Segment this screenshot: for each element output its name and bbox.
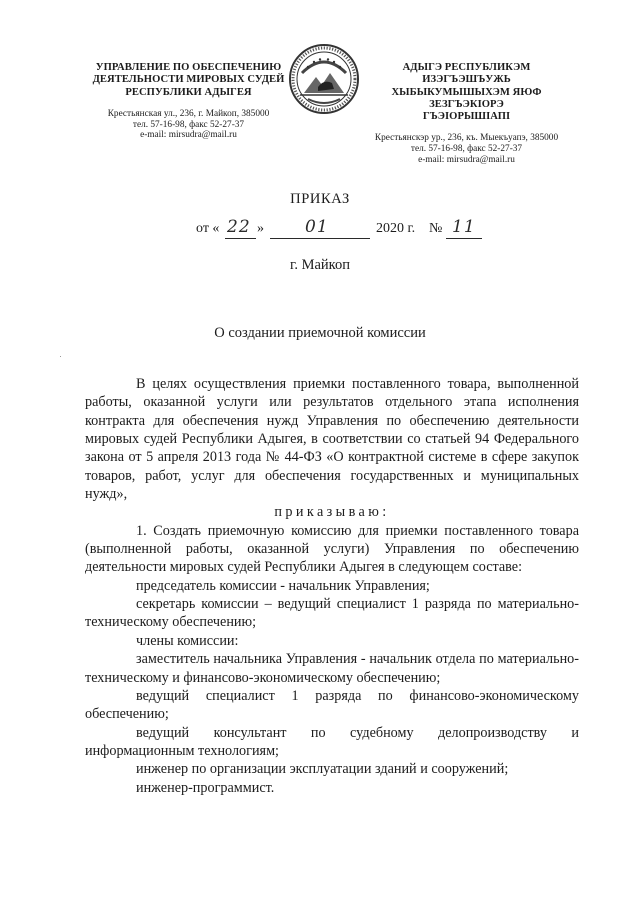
header-right	[364, 62, 569, 166]
committee-member-3: ведущий консультант по судебному делопроизводству и информационным технологиям;	[85, 724, 579, 759]
item-1-paragraph: 1. Создать приемочную комиссию для приемки поставленного товара (выполненной работы, оказанной услуги) Управления по обеспечению деятельности мировых судей Республики Адыгея в следующем составе:	[85, 522, 579, 576]
order-date-row	[0, 217, 640, 243]
margin-mark	[60, 356, 61, 357]
order-day: 22	[227, 217, 251, 237]
committee-member-1: заместитель начальника Управления - начальник отдела по материально-техническому и финансово-экономическому обеспечению;	[85, 651, 579, 686]
header-left	[86, 62, 291, 141]
date-prefix: от «	[196, 221, 220, 236]
order-city: г. Майкоп	[290, 257, 350, 273]
committee-members-label: члены комиссии:	[136, 632, 239, 649]
number-label: №	[429, 221, 443, 236]
number-underline	[446, 238, 482, 239]
order-subject: О создании приемочной комиссии	[214, 325, 426, 341]
committee-member-2: ведущий специалист 1 разряда по финансово-экономическому обеспечению;	[85, 687, 579, 723]
preamble-paragraph: В целях осуществления приемки поставленного товара, выполненной работы, оказанной услуги или результатов отдельного этапа исполнения контракта для обеспечения нужд Управления по обеспечению деятельности мировых судей Республики Адыгея, в соответствии со статьей 94 Федерального закона от 5 апреля 2013 года № 44-ФЗ «О контрактной системе в сфере закупок товаров, работ, услуг для обеспечения государственных и муниципальных нужд»,	[85, 376, 579, 503]
document-title: ПРИКАЗ	[290, 191, 350, 207]
left-org-name: УПРАВЛЕНИЕ ПО ОБЕСПЕЧЕНИЮ ДЕЯТЕЛЬНОСТИ МИРОВЫХ СУДЕЙ РЕСПУБЛИКИ АДЫГЕЯ	[92, 62, 285, 98]
left-phone: тел. 57-16-98, факс 52-27-37	[132, 119, 245, 130]
republic-emblem-icon	[288, 43, 360, 115]
order-word: приказываю:	[274, 504, 390, 521]
committee-member-4: инженер по организации эксплуатации зданий и сооружений;	[136, 761, 509, 778]
left-address: Крестьянская ул., 236, г. Майкоп, 385000	[107, 108, 270, 119]
right-contacts	[364, 133, 569, 165]
right-org-name: АДЫГЭ РЕСПУБЛИКЭМ ИЗЭГЪЭШЪУЖЬ ХЫБЫКУМЫШЫХЭМ ЯЮФ ЗЕЗГЪЭКIОРЭ ГЪЭIОРЫШIАПI	[391, 62, 542, 123]
order-body	[85, 375, 579, 797]
left-contacts	[86, 109, 291, 141]
right-address: Крестьянскэр ур., 236, къ. Мыекъуапэ, 385000	[374, 133, 559, 144]
left-email: e-mail: mirsudra@mail.ru	[140, 130, 237, 141]
order-month: 01	[305, 217, 329, 237]
committee-secretary: секретарь комиссии – ведущий специалист 1 разряда по материально-техническому обеспечению;	[85, 596, 579, 631]
committee-chair: председатель комиссии - начальник Управления;	[136, 577, 430, 594]
month-underline	[270, 238, 370, 239]
order-year: 2020 г.	[376, 221, 416, 236]
committee-member-5: инженер-программист.	[136, 779, 275, 796]
right-phone: тел. 57-16-98, факс 52-27-37	[410, 144, 523, 155]
day-underline	[225, 238, 256, 239]
order-number: 11	[452, 217, 476, 237]
date-day-close: »	[257, 221, 264, 236]
right-email: e-mail: mirsudra@mail.ru	[418, 155, 515, 166]
